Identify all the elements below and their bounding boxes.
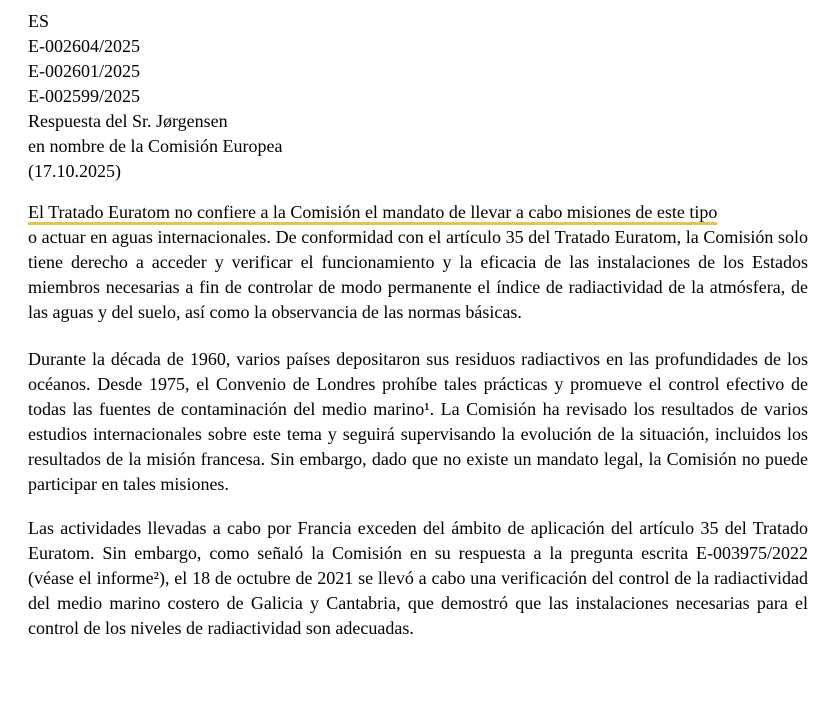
question-reference-1: E-002604/2025 [28, 36, 140, 56]
language-code: ES [28, 11, 50, 31]
paragraph-1-rest: o actuar en aguas internacionales. De conformidad con el artículo 35 del Tratado Euratom, la Comisión solo tiene derecho a acceder y verificar el funcionamiento y la eficacia de las instalaciones de los Estados miembros necesarias a fin de controlar de modo permanente el índice de radiactividad de la atmósfera, de las aguas y del suelo, así como la observancia de las normas básicas. [28, 227, 808, 322]
response-author-line: Respuesta del Sr. Jørgensen [28, 111, 228, 131]
answer-date: (17.10.2025) [28, 161, 121, 181]
underlined-link-text[interactable]: El Tratado Euratom no confiere a la Comisión el mandato de llevar a cabo misiones de este tipo [28, 202, 718, 222]
paragraph-3: Las actividades llevadas a cabo por Francia exceden del ámbito de aplicación del artículo 35 del Tratado Euratom. Sin embargo, como señaló la Comisión en su respuesta a la pregunta escrita E-003975/2022 (véase el informe²), el 18 de octubre de 2021 se llevó a cabo una verificación del control de la radiactividad del medio marino costero de Galicia y Cantabria, que demostró que las instalaciones necesarias para el control de los niveles de radiactividad son adecuadas. [28, 518, 808, 638]
paragraph-2: Durante la década de 1960, varios países depositaron sus residuos radiactivos en las profundidades de los océanos. Desde 1975, el Convenio de Londres prohíbe tales prácticas y promueve el control efectivo de todas las fuentes de contaminación del medio marino¹. La Comisión ha revisado los resultados de varios estudios internacionales sobre este tema y seguirá supervisando la evolución de la situación, incluidos los resultados de la misión francesa. Sin embargo, dado que no existe un mandato legal, la Comisión no puede participar en tales misiones. [28, 349, 808, 494]
document-header [28, 9, 808, 184]
question-reference-2: E-002601/2025 [28, 61, 140, 81]
question-reference-3: E-002599/2025 [28, 86, 140, 106]
paragraph-1 [28, 200, 808, 325]
answer-body [28, 200, 808, 641]
on-behalf-line: en nombre de la Comisión Europea [28, 136, 283, 156]
